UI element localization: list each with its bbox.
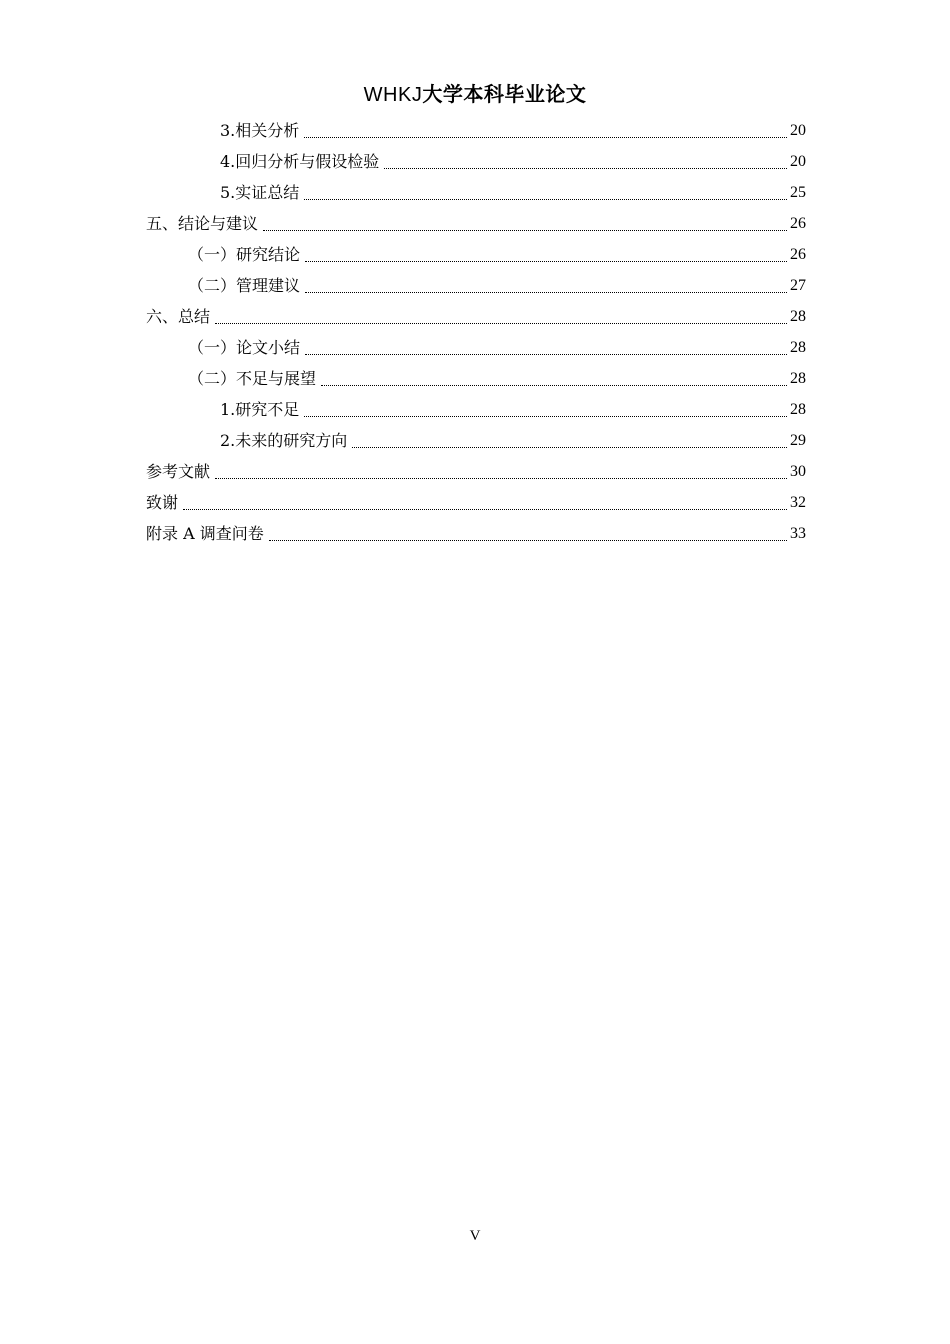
toc-entry-label: （一）研究结论 bbox=[188, 244, 301, 264]
toc-entry[interactable] bbox=[146, 115, 806, 146]
toc-entry[interactable] bbox=[146, 208, 806, 239]
toc-entry-label: （二）不足与展望 bbox=[188, 368, 317, 388]
toc-entry-page: 20 bbox=[790, 121, 806, 139]
toc-dot-leader bbox=[304, 198, 787, 200]
toc-entry-page: 26 bbox=[790, 245, 806, 263]
toc-entry-page: 26 bbox=[790, 214, 806, 232]
toc-entry-page: 28 bbox=[790, 400, 806, 418]
toc-dot-leader bbox=[321, 384, 787, 386]
toc-entry[interactable] bbox=[146, 487, 806, 518]
toc-dot-leader bbox=[263, 229, 787, 231]
toc-entry[interactable] bbox=[146, 177, 806, 208]
toc-entry[interactable] bbox=[146, 394, 806, 425]
toc-dot-leader bbox=[269, 539, 787, 541]
toc-dot-leader bbox=[305, 291, 787, 293]
toc-entry-label: 附录 A 调查问卷 bbox=[146, 523, 264, 543]
toc-entry-label: 2.未来的研究方向 bbox=[220, 430, 348, 450]
toc-entry[interactable] bbox=[146, 239, 806, 270]
toc-entry-label: 致谢 bbox=[146, 492, 179, 512]
toc-entry-page: 28 bbox=[790, 338, 806, 356]
toc-entry[interactable] bbox=[146, 456, 806, 487]
toc-dot-leader bbox=[384, 167, 787, 169]
toc-entry-label: （二）管理建议 bbox=[188, 275, 301, 295]
page-header bbox=[0, 80, 950, 109]
toc-entry[interactable] bbox=[146, 518, 806, 549]
toc-entry-page: 30 bbox=[790, 462, 806, 480]
toc-entry[interactable] bbox=[146, 363, 806, 394]
toc-dot-leader bbox=[305, 353, 787, 355]
toc-entry-label: 五、结论与建议 bbox=[146, 213, 259, 233]
toc-entry[interactable] bbox=[146, 270, 806, 301]
toc-entry-label: 4.回归分析与假设检验 bbox=[220, 151, 380, 171]
toc-entry-page: 32 bbox=[790, 493, 806, 511]
toc-entry-page: 33 bbox=[790, 524, 806, 542]
toc-entry-label: 1.研究不足 bbox=[220, 399, 300, 419]
toc-dot-leader bbox=[215, 322, 787, 324]
toc-entry[interactable] bbox=[146, 146, 806, 177]
toc-dot-leader bbox=[215, 477, 787, 479]
toc-entry-label: （一）论文小结 bbox=[188, 337, 301, 357]
toc-entry-label: 3.相关分析 bbox=[220, 120, 300, 140]
toc-entry-label: 5.实证总结 bbox=[220, 182, 300, 202]
table-of-contents bbox=[146, 115, 806, 549]
toc-entry[interactable] bbox=[146, 332, 806, 363]
toc-entry-label: 参考文献 bbox=[146, 461, 211, 481]
page-number: V bbox=[469, 1228, 481, 1244]
toc-dot-leader bbox=[183, 508, 787, 510]
toc-entry[interactable] bbox=[146, 425, 806, 456]
toc-entry-page: 28 bbox=[790, 307, 806, 325]
toc-entry-page: 29 bbox=[790, 431, 806, 449]
toc-entry-page: 25 bbox=[790, 183, 806, 201]
toc-entry-page: 20 bbox=[790, 152, 806, 170]
toc-dot-leader bbox=[304, 136, 787, 138]
toc-entry[interactable] bbox=[146, 301, 806, 332]
toc-dot-leader bbox=[305, 260, 787, 262]
toc-entry-page: 28 bbox=[790, 369, 806, 387]
toc-entry-label: 六、总结 bbox=[146, 306, 211, 326]
header-brand: WHKJ bbox=[363, 84, 423, 106]
toc-dot-leader bbox=[352, 446, 787, 448]
toc-dot-leader bbox=[304, 415, 787, 417]
toc-entry-page: 27 bbox=[790, 276, 806, 294]
header-title: 大学本科毕业论文 bbox=[422, 82, 587, 106]
